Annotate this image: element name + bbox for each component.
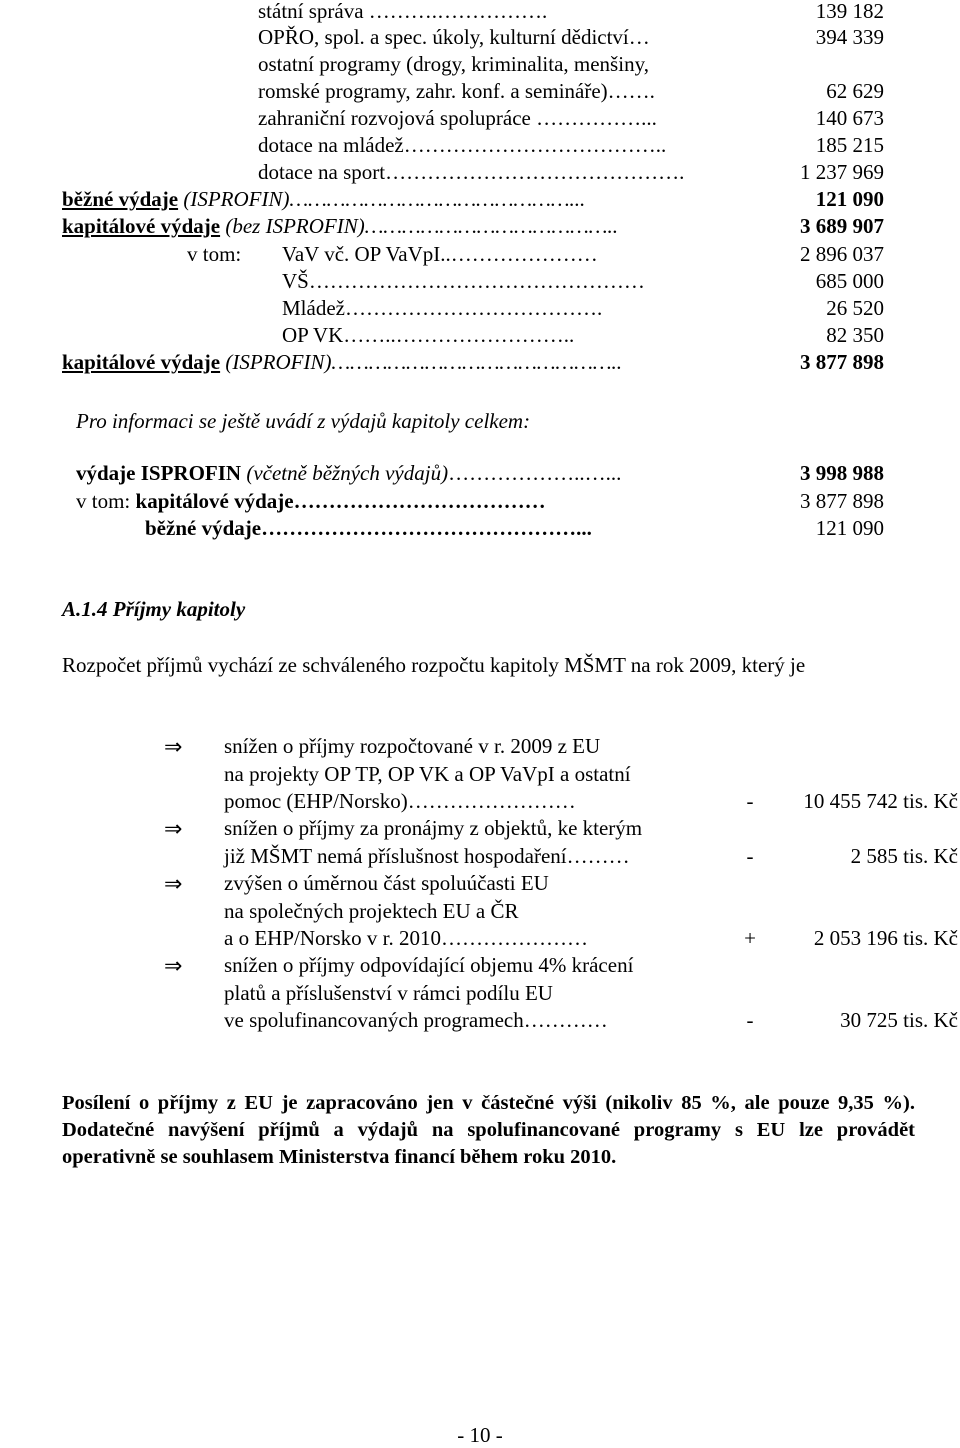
item-line-last: a o EHP/Norsko v r. 2010………………… (224, 926, 588, 950)
item-sign: - (746, 789, 754, 813)
list-item (224, 870, 725, 953)
arrow-right-icon: ⇒ (164, 735, 183, 760)
page-number: - 10 - (457, 1423, 503, 1447)
row-value: 121 090 (815, 187, 884, 211)
summary-label-bold: kapitálové výdaje……………………………… (135, 489, 546, 513)
row-value: 139 182 (815, 0, 884, 23)
section-title: A.1.4 Příjmy kapitoly (62, 597, 246, 621)
row-label-bold: kapitálové výdaje (62, 350, 221, 374)
item-amount: 2 053 196 tis. Kč (813, 926, 958, 950)
row-label-bold: kapitálové výdaje (62, 214, 221, 238)
item-amount: 2 585 tis. Kč (850, 844, 958, 868)
row-label-rest: (ISPROFIN)………………………………………... (178, 187, 586, 211)
row-value: 26 520 (826, 296, 884, 320)
item-line: platů a příslušenství v rámci podílu EU (224, 980, 553, 1005)
row-value: 140 673 (815, 106, 884, 130)
summary-value: 3 877 898 (800, 489, 884, 513)
arrow-right-icon: ⇒ (164, 872, 183, 897)
summary-label-rest: ………………..…... (448, 461, 622, 485)
item-line: na společných projektech EU a ČR (224, 898, 519, 923)
summary-row (76, 488, 546, 515)
closing-paragraph: Posílení o příjmy z EU je zapracováno jen v částečné výši (nikoliv 85 %, ale pouze 9,35 %). Dodatečné navýšení příjmů a výdajů na spolufinancované programy s EU lze provádět operativně se souhlasem Ministerstva financí během roku 2010. (62, 1092, 915, 1168)
row-label: Mládež………………………………. (282, 296, 603, 320)
row-label: VaV vč. OP VaVpI..………………… (282, 242, 598, 266)
item-line: snížen o příjmy za pronájmy z objektů, ke kterým (224, 816, 643, 840)
section-intro: Rozpočet příjmů vychází ze schváleného rozpočtu kapitoly MŠMT na rok 2009, který je (62, 653, 806, 677)
summary-row (76, 460, 621, 487)
item-line: na projekty OP TP, OP VK a OP VaVpI a ostatní (224, 761, 631, 786)
item-line: zvýšen o úměrnou část spoluúčasti EU (224, 871, 549, 895)
row-label: dotace na mládež……………………………….. (258, 133, 667, 157)
row-label: VŠ………………………………………… (282, 269, 645, 293)
row-value: 1 237 969 (800, 160, 884, 184)
vtom-prefix: v tom: (187, 242, 242, 266)
item-sign: + (744, 926, 756, 950)
row-label: zahraniční rozvojová spolupráce ……………... (258, 106, 657, 130)
item-line: snížen o příjmy odpovídající objemu 4% krácení (224, 953, 634, 977)
item-amount: 30 725 tis. Kč (840, 1008, 958, 1032)
row-value: 685 000 (815, 269, 884, 293)
info-heading: Pro informaci se ještě uvádí z výdajů kapitoly celkem: (76, 409, 531, 433)
summary-value: 121 090 (815, 516, 884, 540)
item-amount: 10 455 742 tis. Kč (803, 789, 958, 813)
arrow-right-icon: ⇒ (164, 954, 183, 979)
list-item (224, 733, 725, 816)
row-label: dotace na sport……………………………………. (258, 160, 685, 184)
bezne-vydaje-row (62, 186, 585, 213)
row-label-rest: (bez ISPROFIN)………………………………….. (220, 214, 618, 238)
summary-row (145, 515, 592, 542)
row-value: 3 689 907 (800, 214, 884, 238)
item-sign: - (746, 844, 754, 868)
summary-label-bold: běžné výdaje………………………………………... (145, 516, 592, 540)
row-label: OPŘO, spol. a spec. úkoly, kulturní dědictví… (258, 25, 650, 49)
arrow-right-icon: ⇒ (164, 817, 183, 842)
summary-prefix: v tom: (76, 489, 136, 513)
row-value: 185 215 (815, 133, 884, 157)
row-label: ostatní programy (drogy, kriminalita, menšiny, (258, 52, 649, 76)
item-line-last: ve spolufinancovaných programech………… (224, 1008, 608, 1032)
list-item (224, 815, 725, 870)
summary-value: 3 998 988 (800, 461, 884, 485)
list-item (224, 952, 725, 1035)
row-value: 82 350 (826, 323, 884, 347)
row-value: 3 877 898 (800, 350, 884, 374)
item-line: snížen o příjmy rozpočtované v r. 2009 z EU (224, 734, 601, 758)
row-label-rest: (ISPROFIN)……………………………………….. (220, 350, 623, 374)
row-label: romské programy, zahr. konf. a semináře)……. (258, 79, 655, 103)
row-label: OP VK……..…………………….. (282, 323, 575, 347)
item-line-last: již MŠMT nemá příslušnost hospodaření……… (224, 843, 630, 868)
item-sign: - (746, 1008, 754, 1032)
kapitalove-ispro-row (62, 349, 622, 376)
row-label: státní správa ……….……………. (258, 0, 548, 23)
row-label-bold: běžné výdaje (62, 187, 179, 211)
item-line-last: pomoc (EHP/Norsko)…………………… (224, 789, 576, 813)
row-value: 2 896 037 (800, 242, 884, 266)
row-value: 394 339 (815, 25, 884, 49)
kapitalove-vydaje-row (62, 213, 618, 240)
row-value: 62 629 (826, 79, 884, 103)
summary-label-ital: (včetně běžných výdajů) (241, 461, 449, 485)
summary-label-bold: výdaje ISPROFIN (76, 461, 242, 485)
